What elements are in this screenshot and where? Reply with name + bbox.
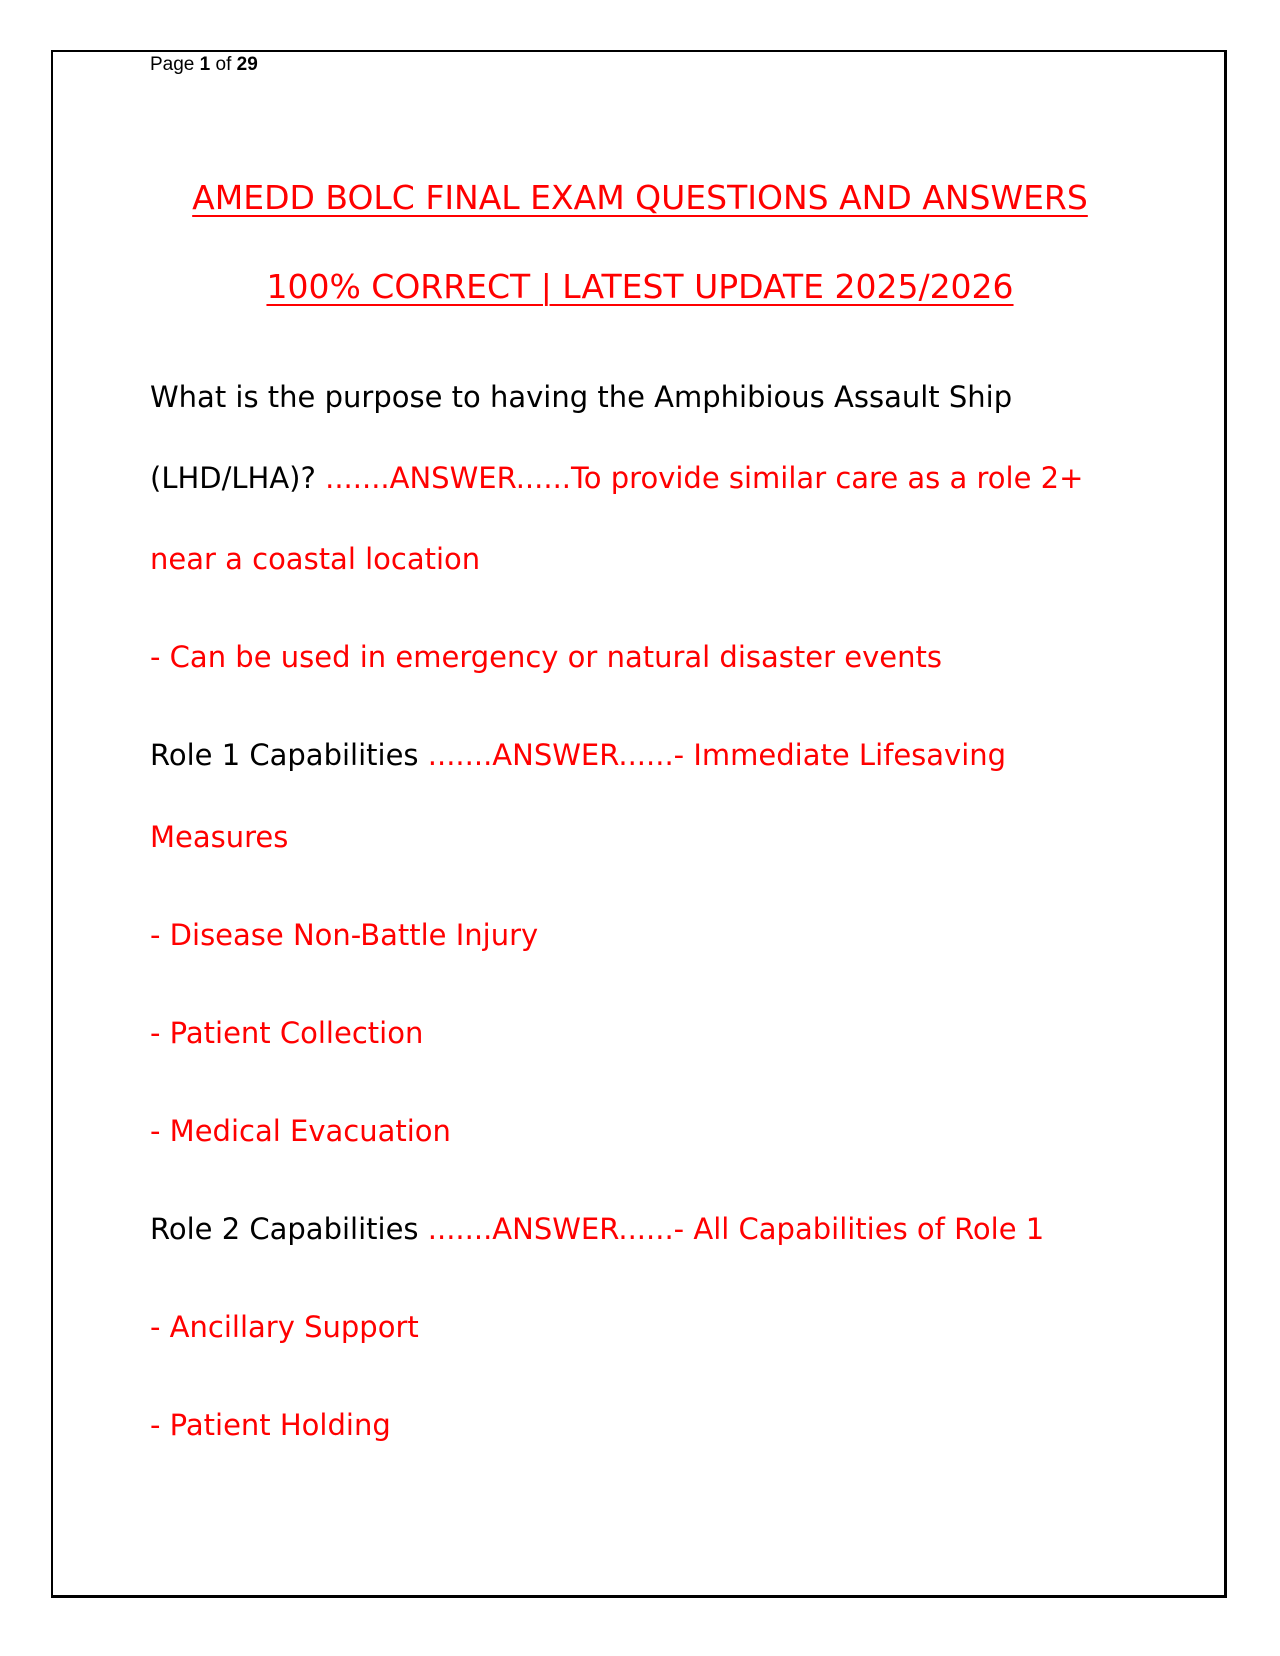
answer-marker-3: .......ANSWER......: [427, 1212, 674, 1246]
current-page: 1: [199, 54, 211, 75]
answer-3-bullet-1: - Ancillary Support: [150, 1310, 419, 1344]
document-title-line-1: AMEDD BOLC FINAL EXAM QUESTIONS AND ANSWERS: [192, 178, 1088, 217]
page-label: Page: [150, 54, 195, 75]
question-2-text: Role 1 Capabilities: [150, 738, 428, 772]
answer-1-line-2: near a coastal location: [150, 542, 481, 576]
answer-2-text: - Immediate Lifesaving: [673, 738, 1007, 772]
answer-marker-1: .......ANSWER......: [325, 461, 572, 495]
answer-1-bullet-1: - Can be used in emergency or natural disaster events: [150, 640, 942, 674]
answer-2-bullet-1: - Disease Non-Battle Injury: [150, 918, 539, 952]
document-title-line-2: 100% CORRECT | LATEST UPDATE 2025/2026: [266, 267, 1014, 306]
total-pages: 29: [236, 54, 258, 75]
question-3-line: [150, 1212, 1044, 1246]
answer-3-text: - All Capabilities of Role 1: [673, 1212, 1045, 1246]
answer-2-line-2: Measures: [150, 820, 289, 854]
answer-2-bullet-2: - Patient Collection: [150, 1016, 424, 1050]
page-number: [150, 54, 258, 76]
question-3-text: Role 2 Capabilities: [150, 1212, 428, 1246]
answer-3-bullet-2: - Patient Holding: [150, 1408, 391, 1442]
answer-marker-2: .......ANSWER......: [427, 738, 674, 772]
question-2-line: [150, 738, 1006, 772]
answer-2-bullet-3: - Medical Evacuation: [150, 1114, 451, 1148]
of-label: of: [215, 54, 232, 75]
question-1-text-cont: (LHD/LHA)?: [150, 461, 326, 495]
question-1-text: What is the purpose to having the Amphibious Assault Ship: [150, 380, 1013, 414]
answer-1-text: To provide similar care as a role 2+: [571, 461, 1084, 495]
question-1-line-1: [150, 380, 1012, 414]
question-1-line-2: [150, 461, 1083, 495]
